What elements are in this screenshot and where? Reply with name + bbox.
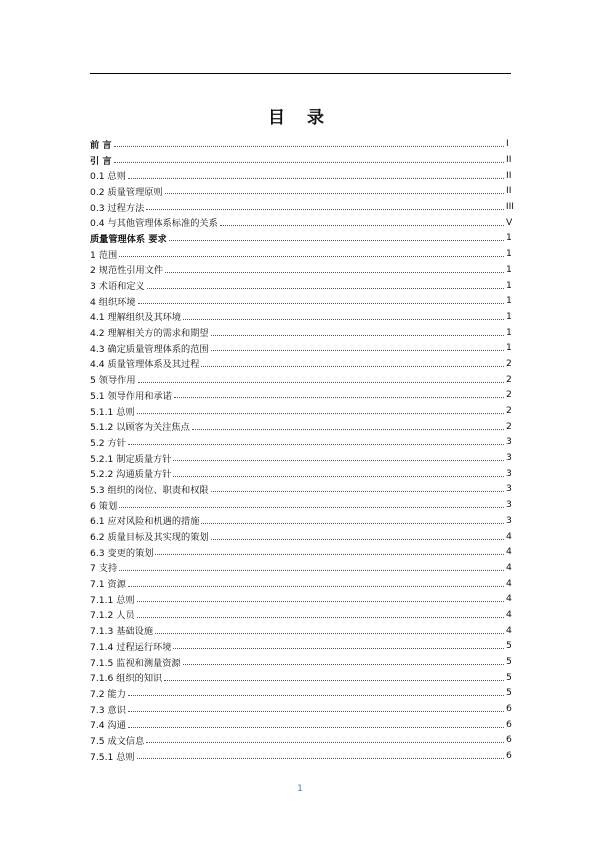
toc-entry-label: 4.3 确定质量管理体系的范围 bbox=[90, 343, 209, 355]
toc-leader-dots bbox=[146, 209, 504, 210]
toc-entry-label: 5.3 组织的岗位、职责和权限 bbox=[90, 484, 209, 496]
toc-entry-page: 1 bbox=[506, 248, 512, 260]
toc-entry-label: 0.4 与其他管理体系标准的关系 bbox=[90, 218, 218, 230]
toc-entry-label: 5 领导作用 bbox=[90, 375, 136, 387]
toc-leader-dots bbox=[211, 539, 504, 540]
toc-entry-page: 4 bbox=[506, 608, 512, 620]
toc-entry[interactable] bbox=[90, 481, 514, 497]
toc-entry-label: 7.5 成文信息 bbox=[90, 735, 145, 747]
toc-entry-label: 5.1.2 以顾客为关注焦点 bbox=[90, 422, 190, 434]
toc-leader-dots bbox=[211, 350, 504, 351]
toc-entry[interactable] bbox=[90, 418, 514, 434]
toc-entry-page: 2 bbox=[506, 420, 512, 432]
toc-entry-label: 0.3 过程方法 bbox=[90, 202, 145, 214]
toc-entry-label: 7.1 资源 bbox=[90, 579, 126, 591]
toc-leader-dots bbox=[128, 178, 504, 179]
toc-entry[interactable] bbox=[90, 324, 514, 340]
toc-leader-dots bbox=[164, 680, 504, 681]
toc-entry-page: 3 bbox=[506, 452, 512, 464]
toc-entry[interactable] bbox=[90, 701, 514, 717]
toc-leader-dots bbox=[155, 633, 504, 634]
toc-entry-page: 1 bbox=[506, 232, 512, 244]
toc-entry-label: 质量管理体系 要求 bbox=[90, 233, 167, 245]
toc-entry-label: 6.1 应对风险和机遇的措施 bbox=[90, 516, 200, 528]
toc-leader-dots bbox=[174, 397, 504, 398]
toc-entry[interactable] bbox=[90, 214, 514, 230]
toc-entry-label: 4.2 理解相关方的需求和期望 bbox=[90, 328, 209, 340]
toc-entry-label: 0.1 总则 bbox=[90, 171, 126, 183]
toc-leader-dots bbox=[128, 586, 504, 587]
toc-entry[interactable] bbox=[90, 309, 514, 325]
toc-leader-dots bbox=[211, 491, 504, 492]
toc-entry-label: 7 支持 bbox=[90, 563, 118, 575]
toc-entry-page: 2 bbox=[506, 373, 512, 385]
toc-entry-page: 6 bbox=[506, 718, 512, 730]
toc-entry-label: 7.4 沟通 bbox=[90, 720, 126, 732]
toc-entry-label: 6.3 变更的策划 bbox=[90, 547, 154, 559]
toc-entry-label: 2 规范性引用文件 bbox=[90, 265, 164, 277]
toc-entry-label: 7.5.1 总则 bbox=[90, 751, 135, 763]
toc-entry-page: 5 bbox=[506, 687, 512, 699]
toc-entry-label: 7.1.3 基础设施 bbox=[90, 626, 154, 638]
toc-entry[interactable] bbox=[90, 152, 514, 168]
toc-entry[interactable] bbox=[90, 685, 514, 701]
toc-entry-page: 6 bbox=[506, 734, 512, 746]
toc-entry-page: 4 bbox=[506, 577, 512, 589]
toc-leader-dots bbox=[128, 727, 504, 728]
toc-entry[interactable] bbox=[90, 544, 514, 560]
toc-entry-label: 5.2.1 制定质量方针 bbox=[90, 453, 172, 465]
toc-entry-page: 3 bbox=[506, 483, 512, 495]
toc-entry-label: 6.2 质量目标及其实现的策划 bbox=[90, 532, 209, 544]
toc-leader-dots bbox=[211, 335, 504, 336]
toc-entry-page: 4 bbox=[506, 624, 512, 636]
toc-leader-dots bbox=[128, 444, 504, 445]
toc-leader-dots bbox=[119, 507, 504, 508]
toc-leader-dots bbox=[192, 429, 504, 430]
toc-entry[interactable] bbox=[90, 654, 514, 670]
toc-entry-page: II bbox=[506, 185, 512, 197]
toc-entry[interactable] bbox=[90, 262, 514, 278]
toc-entry-label: 4 组织环境 bbox=[90, 296, 136, 308]
toc-entry-label: 7.3 意识 bbox=[90, 704, 126, 716]
toc-entry[interactable] bbox=[90, 434, 514, 450]
toc-entry[interactable] bbox=[90, 277, 514, 293]
toc-entry-label: 0.2 质量管理原则 bbox=[90, 186, 163, 198]
toc-entry-label: 7.1.4 过程运行环境 bbox=[90, 641, 172, 653]
toc-entry-page: II bbox=[506, 154, 512, 166]
toc-entry[interactable] bbox=[90, 622, 514, 638]
toc-entry-page: III bbox=[505, 201, 514, 213]
toc-entry[interactable] bbox=[90, 167, 514, 183]
toc-entry-label: 3 术语和定义 bbox=[90, 281, 145, 293]
toc-entry-label: 7.1.2 人员 bbox=[90, 610, 135, 622]
toc-leader-dots bbox=[165, 193, 504, 194]
toc-entry-page: 2 bbox=[506, 357, 512, 369]
toc-entry[interactable] bbox=[90, 387, 514, 403]
toc-entry-label: 引 言 bbox=[90, 155, 112, 167]
toc-leader-dots bbox=[119, 570, 504, 571]
toc-leader-dots bbox=[173, 476, 504, 477]
toc-leader-dots bbox=[138, 303, 504, 304]
toc-leader-dots bbox=[119, 256, 504, 257]
toc-leader-dots bbox=[155, 554, 504, 555]
toc-entry[interactable] bbox=[90, 638, 514, 654]
toc-entry[interactable] bbox=[90, 199, 514, 215]
toc-leader-dots bbox=[173, 648, 504, 649]
toc-entry-page: 3 bbox=[506, 499, 512, 511]
toc-entry-label: 6 策划 bbox=[90, 500, 118, 512]
toc-entry-page: 5 bbox=[506, 671, 512, 683]
toc-entry[interactable] bbox=[90, 716, 514, 732]
toc-entry-page: 6 bbox=[506, 703, 512, 715]
toc-leader-dots bbox=[128, 695, 504, 696]
toc-entry[interactable] bbox=[90, 230, 514, 246]
toc-entry-label: 4.4 质量管理体系及其过程 bbox=[90, 359, 200, 371]
toc-leader-dots bbox=[183, 664, 504, 665]
toc-leader-dots bbox=[128, 711, 504, 712]
toc-entry-label: 5.2 方针 bbox=[90, 437, 126, 449]
toc-leader-dots bbox=[138, 382, 504, 383]
toc-entry[interactable] bbox=[90, 748, 514, 764]
toc-entry[interactable] bbox=[90, 371, 514, 387]
toc-leader-dots bbox=[114, 162, 504, 163]
toc-entry-page: 1 bbox=[506, 295, 512, 307]
toc-entry[interactable] bbox=[90, 293, 514, 309]
toc-entry-page: I bbox=[506, 138, 509, 150]
toc-entry-page: 4 bbox=[506, 593, 512, 605]
toc-entry[interactable] bbox=[90, 356, 514, 372]
toc-entry-page: 3 bbox=[506, 467, 512, 479]
toc-entry-label: 7.1.5 监视和测量资源 bbox=[90, 657, 181, 669]
toc-entry[interactable] bbox=[90, 513, 514, 529]
toc-entry[interactable] bbox=[90, 183, 514, 199]
toc-entry-page: 3 bbox=[506, 436, 512, 448]
table-of-contents bbox=[90, 136, 514, 764]
toc-entry-label: 5.1 领导作用和承诺 bbox=[90, 390, 172, 402]
toc-leader-dots bbox=[220, 225, 504, 226]
toc-leader-dots bbox=[173, 460, 504, 461]
toc-leader-dots bbox=[137, 617, 504, 618]
toc-leader-dots bbox=[146, 742, 504, 743]
toc-entry[interactable] bbox=[90, 560, 514, 576]
toc-entry[interactable] bbox=[90, 465, 514, 481]
toc-entry-page: 1 bbox=[506, 310, 512, 322]
toc-entry-page: V bbox=[506, 216, 513, 228]
toc-entry-page: 2 bbox=[506, 405, 512, 417]
toc-entry[interactable] bbox=[90, 591, 514, 607]
page-title: 目 录 bbox=[268, 108, 332, 128]
toc-entry[interactable] bbox=[90, 607, 514, 623]
toc-entry[interactable] bbox=[90, 136, 514, 152]
toc-entry-page: 5 bbox=[506, 640, 512, 652]
toc-leader-dots bbox=[201, 523, 504, 524]
toc-entry-page: II bbox=[506, 169, 512, 181]
toc-entry-page: 4 bbox=[506, 561, 512, 573]
toc-leader-dots bbox=[165, 272, 504, 273]
header-rule bbox=[90, 73, 511, 74]
toc-entry[interactable] bbox=[90, 732, 514, 748]
toc-entry-label: 7.1.1 总则 bbox=[90, 594, 135, 606]
toc-entry-page: 2 bbox=[506, 389, 512, 401]
toc-leader-dots bbox=[183, 319, 504, 320]
toc-leader-dots bbox=[147, 288, 504, 289]
toc-entry-page: 5 bbox=[506, 656, 512, 668]
toc-leader-dots bbox=[201, 366, 504, 367]
toc-entry-page: 1 bbox=[506, 263, 512, 275]
toc-entry-page: 1 bbox=[506, 326, 512, 338]
toc-entry-label: 4.1 理解组织及其环境 bbox=[90, 312, 182, 324]
toc-entry[interactable] bbox=[90, 669, 514, 685]
toc-entry-page: 1 bbox=[506, 342, 512, 354]
page-number: 1 bbox=[297, 784, 303, 794]
toc-entry-label: 5.2.2 沟通质量方针 bbox=[90, 469, 172, 481]
toc-entry-page: 1 bbox=[506, 279, 512, 291]
toc-entry[interactable] bbox=[90, 403, 514, 419]
toc-entry[interactable] bbox=[90, 497, 514, 513]
toc-entry-label: 7.2 能力 bbox=[90, 688, 126, 700]
toc-leader-dots bbox=[169, 240, 504, 241]
toc-entry-page: 3 bbox=[506, 514, 512, 526]
toc-entry-page: 4 bbox=[506, 546, 512, 558]
toc-leader-dots bbox=[137, 758, 504, 759]
toc-leader-dots bbox=[137, 601, 504, 602]
toc-entry-label: 前 言 bbox=[90, 139, 112, 151]
toc-entry-label: 5.1.1 总则 bbox=[90, 406, 135, 418]
toc-entry-label: 1 范围 bbox=[90, 249, 118, 261]
toc-leader-dots bbox=[114, 146, 504, 147]
toc-entry[interactable] bbox=[90, 575, 514, 591]
toc-entry-page: 4 bbox=[506, 530, 512, 542]
toc-entry[interactable] bbox=[90, 450, 514, 466]
toc-entry-page: 6 bbox=[506, 750, 512, 762]
toc-entry-label: 7.1.6 组织的知识 bbox=[90, 673, 163, 685]
toc-entry[interactable] bbox=[90, 340, 514, 356]
toc-leader-dots bbox=[137, 413, 504, 414]
toc-entry[interactable] bbox=[90, 246, 514, 262]
toc-entry[interactable] bbox=[90, 528, 514, 544]
